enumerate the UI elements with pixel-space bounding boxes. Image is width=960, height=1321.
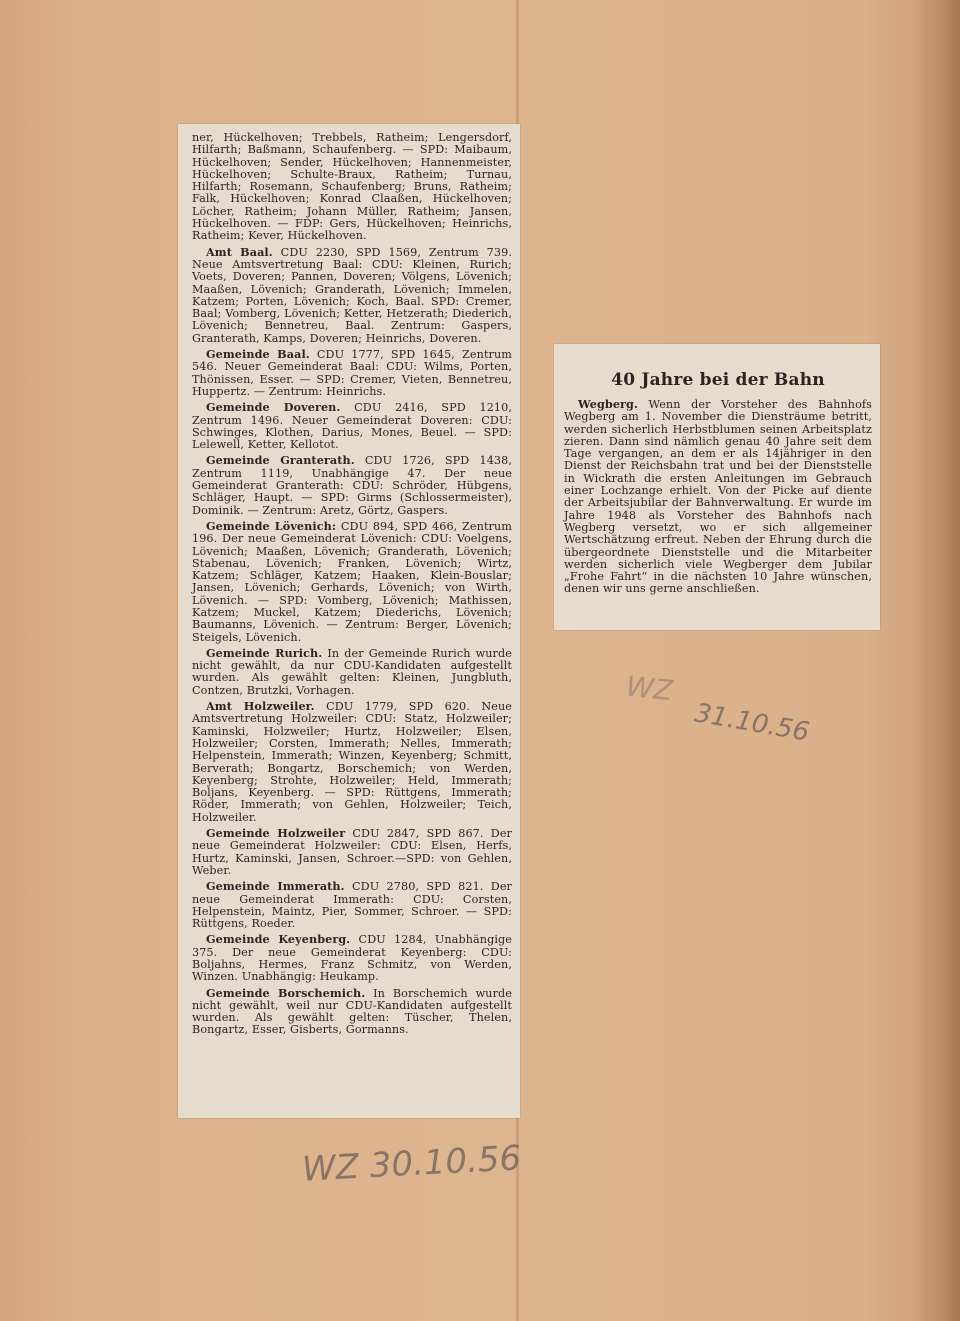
article-body bbox=[564, 398, 872, 596]
result-section-text: CDU 2780, SPD 821. Der neue Gemeinderat Immerath: CDU: Corsten, Helpenstein, Maintz, Pier, Sommer, Schroer. — SPD: Rüttgens, Roeder. bbox=[192, 880, 513, 931]
result-section bbox=[192, 827, 512, 877]
section-list bbox=[192, 246, 512, 1037]
result-section-text: CDU 2416, SPD 1210, Zentrum 1496. Neuer Gemeinderat Doveren: CDU: Schwinges, Klothen, Darius, Mones, Beuel. — SPD: Lelewell, Ketter, Kellotot. bbox=[192, 401, 512, 452]
result-section bbox=[192, 647, 512, 697]
result-section-text: In Borschemich wurde nicht gewählt, weil nur CDU-Kandidaten aufgestellt wurden. Als gewählt gelten: Tüscher, Thelen, Bongartz, Esser, Gisberts, Gormanns. bbox=[192, 986, 512, 1037]
article-text: Wenn der Vorsteher des Bahnhofs Wegberg am 1. November die Diensträume betritt, werden sicherlich Herbstblumen seinen Arbeitsplatz zieren. Dann sind nämlich genau 40 Jahre seit dem Tage vergangen, an dem er als 14jähriger in den Dienst der Reichsbahn trat und bei der Dienststelle in Wickrath die ersten Anleitungen im Gebrauch einer Lochzange erhielt. Von der Picke auf diente der Arbeitsjubilar der Bahnverwaltung. Er wurde im Jahre 1948 als Vorsteher des Bahnhofs nach Wegberg versetzt, wo er sich allgemeiner Wertschätzung erfreut. Neben der Ehrung durch die übergeordnete Dienststelle und die Mitarbeiter werden sicherlich viele Wegberger dem Jubilar „Frohe Fahrt“ in die nächsten 10 Jahre wünschen, denen wir uns gerne anschließen. bbox=[564, 398, 873, 596]
result-section bbox=[192, 401, 512, 451]
result-section-text: CDU 2847, SPD 867. Der neue Gemeinderat Holzweiler: CDU: Elsen, Herfs, Hurtz, Kaminski, Jansen, Schroer.—SPD: von Gehlen, Weber. bbox=[192, 827, 512, 877]
result-section-heading: Gemeinde Keyenberg. bbox=[206, 932, 351, 947]
result-section-heading: Gemeinde Doveren. bbox=[206, 400, 341, 415]
result-section-heading: Gemeinde Granterath. bbox=[206, 453, 355, 468]
result-section-heading: Gemeinde Borschemich. bbox=[206, 985, 366, 1000]
result-section bbox=[192, 987, 512, 1037]
railway-anniversary-clipping bbox=[554, 344, 880, 630]
result-section bbox=[192, 348, 512, 398]
result-section bbox=[192, 700, 512, 824]
result-section-text: CDU 2230, SPD 1569, Zentrum 739. Neue Amtsvertretung Baal: CDU: Kleinen, Rurich; Voets, Doveren; Pannen, Doveren; Völgens, Lövenich; Maaßen, Lövenich; Granderath, Lövenich; Immelen, Katzem; Porten, Lövenich; Koch, Baal. SPD: Cremer, Baal; Vomberg, Lövenich; Ketter, Hetzerath; Diederich, Lövenich; Bennetreu, Baal. Zentrum: Gaspers, Granterath, Kamps, Doveren; Heinrichs, Doveren. bbox=[192, 245, 512, 345]
result-section-heading: Gemeinde Holzweiler bbox=[206, 826, 346, 841]
result-section-heading: Gemeinde Rurich. bbox=[206, 645, 323, 660]
result-section-text: CDU 894, SPD 466, Zentrum 196. Der neue Gemeinderat Lövenich: CDU: Voelgens, Lövenich; Maaßen, Lövenich; Granderath, Lövenich; Stabenau, Lövenich; Franken, Lövenich; Wirtz, Katzem; Schläger, Katzem; Haaken, Klein-Bouslar; Jansen, Lövenich; Gerhards, Lövenich; von Wirth, Lövenich. — SPD: Vomberg, Lövenich; Mathissen, Katzem; Muckel, Katzem; Diederichs, Lövenich; Baumanns, Lövenich. — Zentrum: Berger, Lövenich; Steigels, Lövenich. bbox=[192, 519, 513, 644]
result-section bbox=[192, 520, 512, 644]
result-section-heading: Gemeinde Immerath. bbox=[206, 879, 345, 894]
result-section-text: CDU 1777, SPD 1645, Zentrum 546. Neuer Gemeinderat Baal: CDU: Wilms, Porten, Thönissen, Esser. — SPD: Cremer, Vieten, Bennetreu, Huppertz. — Zentrum: Heinrichs. bbox=[192, 348, 512, 398]
result-section-heading: Gemeinde Lövenich: bbox=[206, 518, 337, 533]
result-section bbox=[192, 246, 512, 345]
handwritten-date-bottom: WZ 30.10.56 bbox=[301, 1138, 523, 1190]
result-section-heading: Amt Holzweiler. bbox=[206, 699, 315, 714]
result-section bbox=[192, 933, 512, 983]
clipping-intro-text: ner, Hückelhoven; Trebbels, Ratheim; Lengersdorf, Hilfarth; Baßmann, Schaufenberg. — SPD: Maibaum, Hückelhoven; Sender, Hückelhoven; Hannenmeister, Hückelhoven; Schulte-Braux, Ratheim; Turnau, Hilfarth; Rosemann, Schaufenberg; Bruns, Ratheim; Falk, Hückelhoven; Konrad Claaßen, Hückelhoven; Löcher, Ratheim; Johann Müller, Ratheim; Jansen, Hückelhoven. — FDP: Gers, Hückelhoven; Heinrichs, Ratheim; Kever, Hückelhoven. bbox=[192, 131, 512, 243]
result-section bbox=[192, 880, 512, 930]
handwritten-date-right: 31.10.56 bbox=[692, 698, 812, 748]
article-dateline: Wegberg. bbox=[578, 397, 638, 411]
result-section-text: In der Gemeinde Rurich wurde nicht gewählt, da nur CDU-Kandidaten aufgestellt wurden. Als gewählt gelten: Kleinen, Jungbluth, Contzen, Brutzki, Vorhagen. bbox=[192, 646, 512, 697]
result-section bbox=[192, 454, 512, 516]
page-edge-shadow bbox=[915, 0, 960, 1321]
election-results-clipping bbox=[178, 124, 520, 1118]
result-section-text: CDU 1779, SPD 620. Neue Amtsvertretung Holzweiler: CDU: Statz, Holzweiler; Kaminski, Holzweiler; Hurtz, Holzweiler; Elsen, Holzweiler; Corsten, Immerath; Nelles, Immerath; Helpenstein, Immerath; Winzen, Keyenberg; Schmitt, Berverath; Bongartz, Borschemich; von Werden, Keyenberg; Strohte, Holzweiler; Held, Immerath; Boljans, Keyenberg. — SPD: Rüttgens, Immerath; Röder, Immerath; von Gehlen, Holzweiler; Teich, Holzweiler. bbox=[192, 700, 512, 824]
result-section-text: CDU 1726, SPD 1438, Zentrum 1119, Unabhängige 47. Der neue Gemeinderat Granterath: CDU: Schröder, Hübgens, Schläger, Haupt. — SPD: Girms (Schlossermeister), Dominik. — Zentrum: Aretz, Görtz, Gaspers. bbox=[192, 454, 513, 517]
handwritten-note-faint: WZ bbox=[624, 669, 675, 708]
result-section-text: CDU 1284, Unabhängige 375. Der neue Gemeinderat Keyenberg: CDU: Boljahns, Hermes, Franz Schmitz, von Werden, Winzen. Unabhängig: Heukamp. bbox=[192, 933, 513, 984]
result-section-heading: Gemeinde Baal. bbox=[206, 347, 310, 362]
result-section-heading: Amt Baal. bbox=[206, 244, 273, 259]
article-headline: 40 Jahre bei der Bahn bbox=[611, 370, 825, 390]
